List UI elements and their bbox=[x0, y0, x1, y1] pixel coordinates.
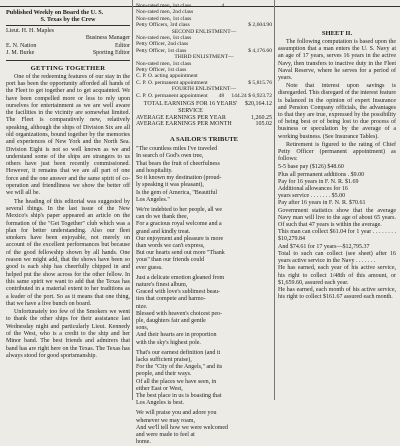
earnings-label: Petty Officer, 1st class bbox=[136, 47, 187, 54]
sheet-line: Plus all permanent additions . $9.00 bbox=[278, 171, 365, 178]
sheet-title: SHEET II. bbox=[321, 30, 353, 37]
poem-line: yous" than our friends could bbox=[136, 257, 205, 264]
editorial-paragraph: The heading of this editorial was suggested by several things. In the last issue of the New Mexico's ship's paper appeared an article on the formation of the "Get Together" club which was a plan for better understanding. Also our fleet smokers have been enjoyable, not merely on account of the excellent performances but because of the good fellowship shown by all hands. One reason we might add, that the shows have been so good is each ship has cheerfully chipped in and helped put the show across for the other fellow. In this same spirit we want to add that the Texas has contributed in a material extent to her traditions as a leader of the port. So as it means that one thing, that we have a live bunch on board. bbox=[6, 198, 130, 307]
total-row bbox=[136, 121, 272, 128]
total-row bbox=[136, 101, 272, 115]
poem-line: "The countless miles I've traveled bbox=[136, 146, 218, 153]
sheet-retirement: Retirement is figured to the rating of Chief Petty Officer (permanent appointment) as follows: bbox=[278, 141, 396, 163]
poem-line: can do we thank thee, bbox=[136, 214, 189, 221]
sheet-line: Pay after 16 years in F. N. R. $70.61 bbox=[278, 200, 366, 207]
poem-title: A SAILOR'S TRIBUTE bbox=[169, 136, 239, 144]
masthead-line-2: S. Texas by the Crew bbox=[40, 16, 96, 23]
poem-line: Graced with love's sublimest beau- bbox=[136, 289, 221, 296]
poem-line: than words we can't express, bbox=[136, 242, 205, 249]
sheet-lines bbox=[278, 164, 396, 301]
earnings-count: 4 bbox=[221, 3, 225, 9]
earnings-label: C. P. O. acting appointment bbox=[136, 73, 198, 80]
poem-line: And their hearts are in proportion bbox=[136, 332, 217, 339]
earnings-label: C. P. O. permanent appointment bbox=[136, 79, 208, 86]
poem-stanza bbox=[136, 410, 272, 446]
poem-line: Is the gem of America, "Beautiful bbox=[136, 189, 218, 196]
poem-line: We will praise you and adore you bbox=[136, 410, 217, 417]
poem-line: people, and their ways. bbox=[136, 371, 192, 378]
earnings-totals bbox=[136, 101, 272, 128]
poem-line: And we'll tell how we were welcomed bbox=[136, 424, 229, 431]
poem-line: We're indebted to her people, all we bbox=[136, 206, 223, 213]
poem-line: Blessed with heaven's choicest peo- bbox=[136, 310, 223, 317]
poem-stanza bbox=[136, 350, 272, 408]
poem-line: and hospitality. bbox=[136, 167, 173, 174]
poem-stanza bbox=[136, 146, 272, 204]
poem-line: Los Angeles is best. bbox=[136, 400, 184, 407]
poem-line: That's our earnest definition (and it bbox=[136, 349, 221, 356]
earnings-label: Non-rated men, 1st class bbox=[136, 60, 192, 67]
earnings-label: Non-rated men, 2nd class bbox=[136, 9, 194, 16]
staff-rule bbox=[6, 60, 130, 61]
sheet-line: Total to such can collect (see sheet) after 16 years active service in the Navy . . . . . . . bbox=[278, 250, 396, 265]
earnings-row bbox=[136, 93, 272, 99]
editorial-paragraph: Unfortunately too few of the Smokers we went to thank the other ships for their assistance last Wednesday night and particularly Lieut. Kennedy of the West, who is a credit to the ship and her Minor band. The best friends and admirers that band has are right here on the Texas. The Texas has always stood for good sportsmanship. bbox=[6, 309, 130, 359]
earnings-total: $ 5,815.76 bbox=[248, 79, 272, 86]
earnings-table bbox=[136, 3, 272, 99]
poem-stanza bbox=[136, 207, 272, 272]
sheet-line: Government statistics show that the average Navy man will live to the age of about 65 years. Of such that 47 years is within the average. bbox=[278, 207, 396, 229]
poem-line: with the sky's highest pole. bbox=[136, 339, 201, 346]
poem-line: The best place in us is boasting that bbox=[136, 392, 222, 399]
poem-line: lacks sufficient praise), bbox=[136, 356, 192, 363]
poem-line: In search of God's own tree, bbox=[136, 153, 204, 160]
earnings-label: Non-rated men, 1st class bbox=[136, 15, 192, 22]
staff-role: Editor bbox=[115, 42, 130, 49]
masthead-rule bbox=[6, 25, 130, 26]
earnings-label: Non-rated men, 1st class bbox=[136, 35, 192, 42]
poem-line: ple, daughters fair and gentle bbox=[136, 317, 206, 324]
poem-line: whenever we may roam, bbox=[136, 417, 195, 424]
column-right bbox=[278, 0, 396, 400]
poem-line: Los Angeles." bbox=[136, 196, 170, 203]
poem-line: ties that compete and harmo- bbox=[136, 296, 206, 303]
earnings-label: Petty Officers, 3rd class bbox=[136, 22, 190, 29]
column-rule-1 bbox=[132, 0, 133, 400]
earnings-amount: 144.24 bbox=[231, 92, 247, 99]
staff-row bbox=[6, 35, 130, 42]
sheet-note: Note that interest upon savings is disregarded. This disregard of the interest feature is balanced in the opinion of expert Insurance and Pension Company officials, the advantages to that they are true, expressed by the possibility of being best or of being lost to due process of business or speculation by the average of a working business. (See Insurance Tables). bbox=[278, 83, 397, 140]
sheet-line: And $74.61 for 17 years—$12,795.37 bbox=[278, 243, 370, 250]
editorial-body bbox=[6, 74, 130, 361]
earnings-total: $ 2,604.90 bbox=[248, 22, 272, 29]
earnings-label: Petty Officer, 2nd class bbox=[136, 41, 189, 48]
sheet-line: 5-5 base pay ($126) $48.60 bbox=[278, 164, 344, 171]
staff-role: Business Manager bbox=[85, 35, 130, 42]
total-label: AVERAGE EARNINGS PER MONTH bbox=[136, 121, 232, 128]
poem-line: ly speaking it was pleasant), bbox=[136, 182, 204, 189]
earnings-count: 48 bbox=[218, 92, 225, 99]
total-row bbox=[136, 115, 272, 122]
poem-line: Of all the places we have seen, in bbox=[136, 378, 217, 385]
total-value: $20,164.12 bbox=[245, 101, 272, 108]
poem-line: grand and kindly treat. bbox=[136, 228, 191, 235]
staff-name: J. M. Burke bbox=[6, 50, 35, 57]
total-value: 105.02 bbox=[255, 121, 272, 128]
earnings-label: Petty Officer, 1st class bbox=[136, 67, 187, 74]
earnings-label: Non-rated men, 1st class bbox=[136, 3, 192, 9]
sheet-body bbox=[278, 39, 396, 301]
staff-row bbox=[6, 50, 130, 57]
poem-line: and were made to feel at bbox=[136, 432, 195, 438]
earnings-label: C. P. O. permanent appointment bbox=[136, 92, 208, 99]
staff-row bbox=[6, 43, 130, 50]
staff-list bbox=[6, 28, 130, 58]
sheet-line: He has earned, each month of his active service, his right to collect $161.67 assured each month. bbox=[278, 286, 396, 301]
masthead-line-1: Published Weekly on Board the U. S. bbox=[6, 9, 104, 16]
total-label: AVERAGE EARNINGS PER YEAR bbox=[136, 114, 226, 121]
poem-line: So it known my destination (proud- bbox=[136, 175, 222, 182]
sheet-line: Additional allowances for 16 bbox=[278, 186, 348, 193]
poem-line: ever guess. bbox=[136, 264, 163, 271]
editorial-heading: GETTING TOGETHER bbox=[30, 64, 106, 72]
poem-line: Our enjoyment and pleasure is more bbox=[136, 235, 224, 242]
earnings-section-heading: THIRD ENLISTMENT— bbox=[174, 54, 234, 61]
sheet-intro: The following computation is based upon the assumption that a man enters the U. S. Navy at an age of 17 years, serves 16 years in the active Navy, then transfers to inactive duty in the Fleet Naval Reserve, where he serves for a period of years. bbox=[278, 39, 396, 82]
poem-line: For the "City of the Angels," and its bbox=[136, 364, 223, 371]
poem-line: But our hearts send out more "Thank bbox=[136, 250, 225, 257]
sheet-line: years service . . . . . . . $5.00 bbox=[278, 193, 346, 200]
sheet-line: This man can collect $61.04 for 1 year . . . . . . . . $10,279.84 bbox=[278, 229, 396, 243]
poem-line: nature's finest album, bbox=[136, 281, 188, 288]
column-middle bbox=[136, 0, 272, 446]
earnings-total: $ 6,923.72 bbox=[248, 92, 272, 99]
earnings-section-heading: FOURTH ENLISTMENT— bbox=[171, 86, 237, 93]
poem-line: sons, bbox=[136, 325, 149, 332]
staff-role: Sporting Editor bbox=[92, 50, 130, 57]
total-value: 1,260.25 bbox=[251, 114, 272, 121]
poem-stanza bbox=[136, 275, 272, 347]
earnings-total: $ 4,176.60 bbox=[248, 47, 272, 54]
poem-body bbox=[136, 146, 272, 446]
sheet-line: Pay for 16 years in F. N. R. $1.69 bbox=[278, 178, 359, 185]
poem-line: For a gracious royal welcome and a bbox=[136, 221, 222, 228]
poem-line: nize. bbox=[136, 303, 148, 310]
editorial-paragraph: One of the redeeming features of our stay in the port has been the opportunity afforded all hands of the Fleet to get together and to get acquainted. We have been compelled more or less to rely upon ourselves for entertainment as we are well aware the facilities in the vicinity are somewhat limited. The Fleet is comparatively new, relatively speaking, although the ships of Division Six are all old organizations, bound together by the memories and experiences of New York and the North Sea. Division Eight is not so well known as we and understand some of the ships are strangers to us others have just been recently commissioned. However, it remains that we are all part of one force and the one answer and the same spirit of co-operation and friendliness we show the better off we will all be. bbox=[6, 73, 130, 197]
sheet-line: He has earned, each year of his active service, his right to collect 1/48th of this amount, or $1,659.60, assured each year. bbox=[278, 265, 396, 286]
earnings-section-heading: SECOND ENLISTMENT— bbox=[171, 28, 237, 35]
staff-name: Lieut. H. H. Maples bbox=[6, 28, 54, 34]
staff-row bbox=[6, 28, 130, 35]
poem-line: Just a delicate emotion gleaned from bbox=[136, 274, 225, 281]
total-label: TOTAL EARNINGS FOR 16 YEARS' SERVICE bbox=[143, 101, 238, 114]
column-rule-2 bbox=[274, 0, 275, 400]
poem-line: home. bbox=[136, 439, 151, 446]
poem-line: That bears the fruit of cheerfulness bbox=[136, 160, 220, 167]
poem-line: either East or West, bbox=[136, 385, 183, 392]
column-left bbox=[6, 0, 130, 400]
staff-name: E. N. Nation bbox=[6, 42, 37, 49]
